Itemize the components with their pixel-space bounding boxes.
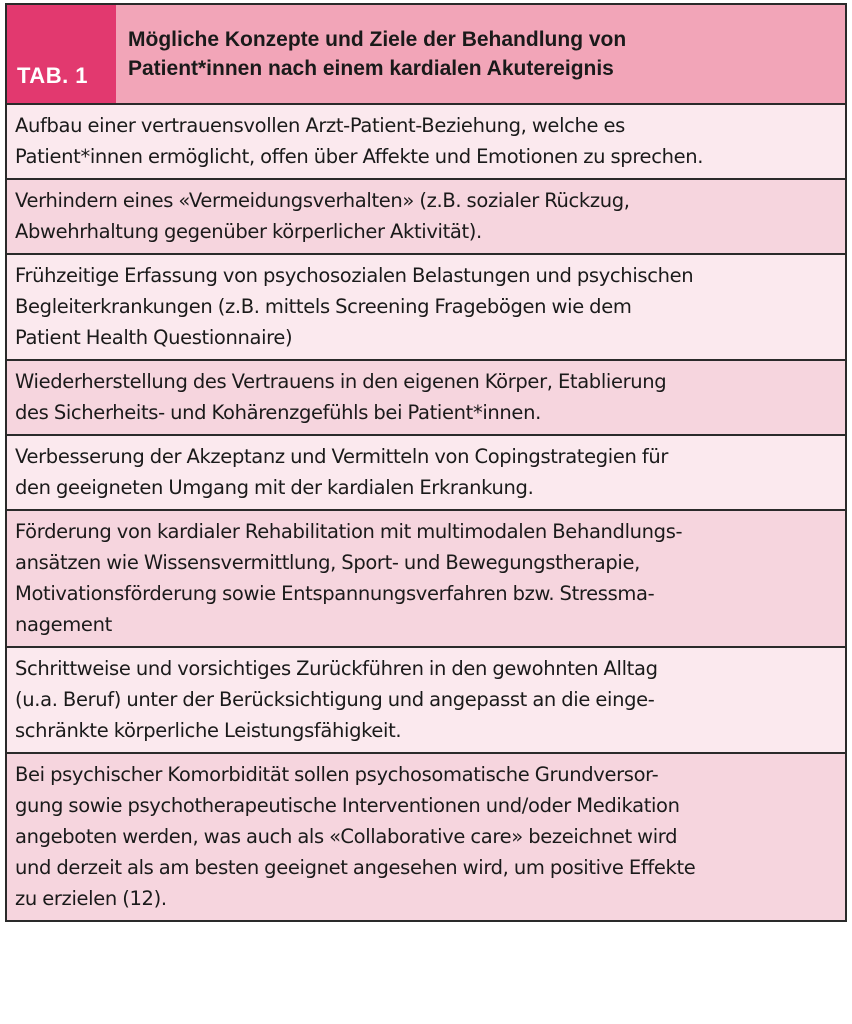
- table-row: Wiederherstellung des Vertrauens in den eigenen Körper, Etablierung des Sicherheits- und Kohärenzgefühls bei Patient*innen.: [7, 361, 845, 436]
- table-header: [7, 5, 845, 105]
- table-row: Förderung von kardialer Rehabilitation mit multimodalen Behandlungs- ansätzen wie Wissensvermittlung, Sport- und Bewegungstherapie, Motivationsförderung sowie Entspannungsverfahren bzw. Stressma- nagement: [7, 511, 845, 648]
- table-row: Frühzeitige Erfassung von psychosozialen Belastungen und psychischen Begleiterkrankungen (z.B. mittels Screening Fragebögen wie dem Patient Health Questionnaire): [7, 255, 845, 361]
- table-row: Verbesserung der Akzeptanz und Vermitteln von Copingstrategien für den geeigneten Umgang mit der kardialen Erkrankung.: [7, 436, 845, 511]
- table-number-label: TAB. 1: [7, 5, 116, 103]
- table-row: Bei psychischer Komorbidität sollen psychosomatische Grundversor- gung sowie psychotherapeutische Interventionen und/oder Medikation angeboten werden, was auch als «Collaborative care» bezeichnet wird und derzeit als am besten geeignet angesehen wird, um positive Effekte zu erzielen (12).: [7, 754, 845, 922]
- table-row: Schrittweise und vorsichtiges Zurückführen in den gewohnten Alltag (u.a. Beruf) unter der Berücksichtigung und angepasst an die einge- schränkte körperliche Leistungsfähigkeit.: [7, 648, 845, 754]
- concepts-table: [5, 3, 847, 922]
- table-row: Aufbau einer vertrauensvollen Arzt-Patient-Beziehung, welche es Patient*innen ermöglicht, offen über Affekte und Emotionen zu sprechen.: [7, 105, 845, 180]
- table-title: Mögliche Konzepte und Ziele der Behandlung von Patient*innen nach einem kardialen Akutereignis: [116, 5, 845, 103]
- table-row: Verhindern eines «Vermeidungsverhalten» (z.B. sozialer Rückzug, Abwehrhaltung gegenüber körperlicher Aktivität).: [7, 180, 845, 255]
